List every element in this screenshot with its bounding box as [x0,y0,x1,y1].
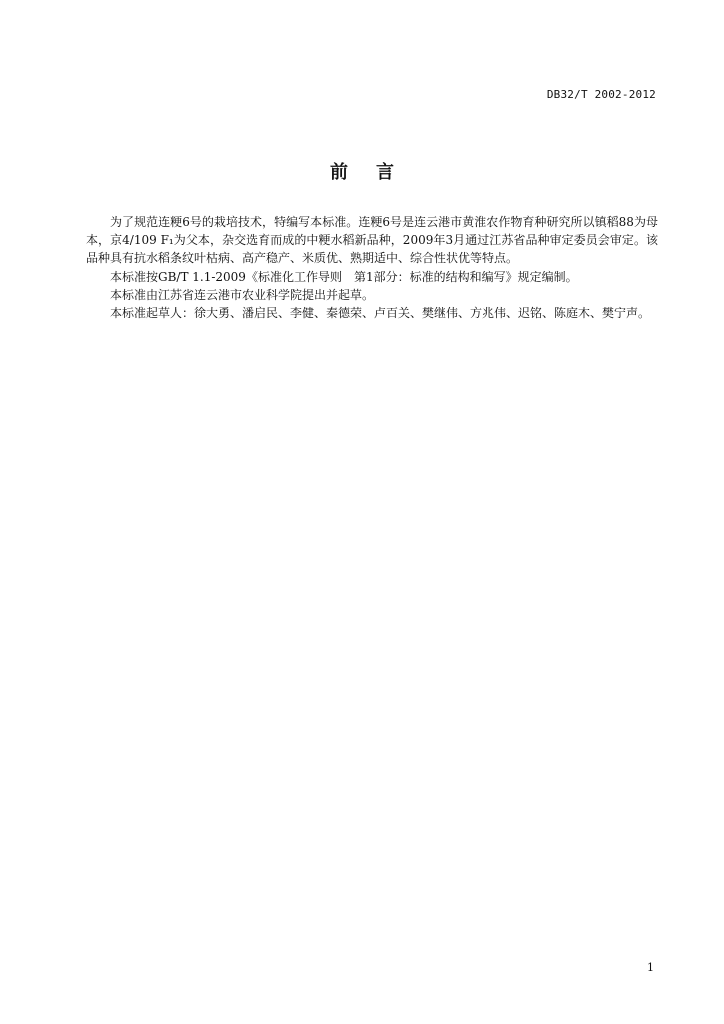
section-title [0,158,724,184]
paragraph-proposer: 本标准由江苏省连云港市农业科学院提出并起草。 [110,287,375,302]
page-number: 1 [647,961,654,974]
foreword-body [86,213,658,322]
title-char-1: 前 [330,162,348,183]
paragraph-drafters: 本标准起草人：徐大勇、潘启民、李健、秦德荣、卢百关、樊继伟、方兆伟、迟铭、陈庭木、樊宁声。 [110,306,651,321]
title-char-2: 言 [376,162,394,183]
paragraph-drafting-rules: 本标准按GB/T 1.1-2009《标准化工作导则 第1部分：标准的结构和编写》规定编制。 [110,269,578,284]
document-code: DB32/T 2002-2012 [546,88,656,101]
paragraph-introduction: 为了规范连粳6号的栽培技术，特编写本标准。连粳6号是连云港市黄淮农作物育种研究所以镇稻88为母本，京4/109 F₁为父本，杂交选育而成的中粳水稻新品种，2009年3月通过江苏省品种审定委员会审定。该品种具有抗水稻条纹叶枯病、高产稳产、米质优、熟期适中、综合性状优等特点。 [86,215,658,266]
